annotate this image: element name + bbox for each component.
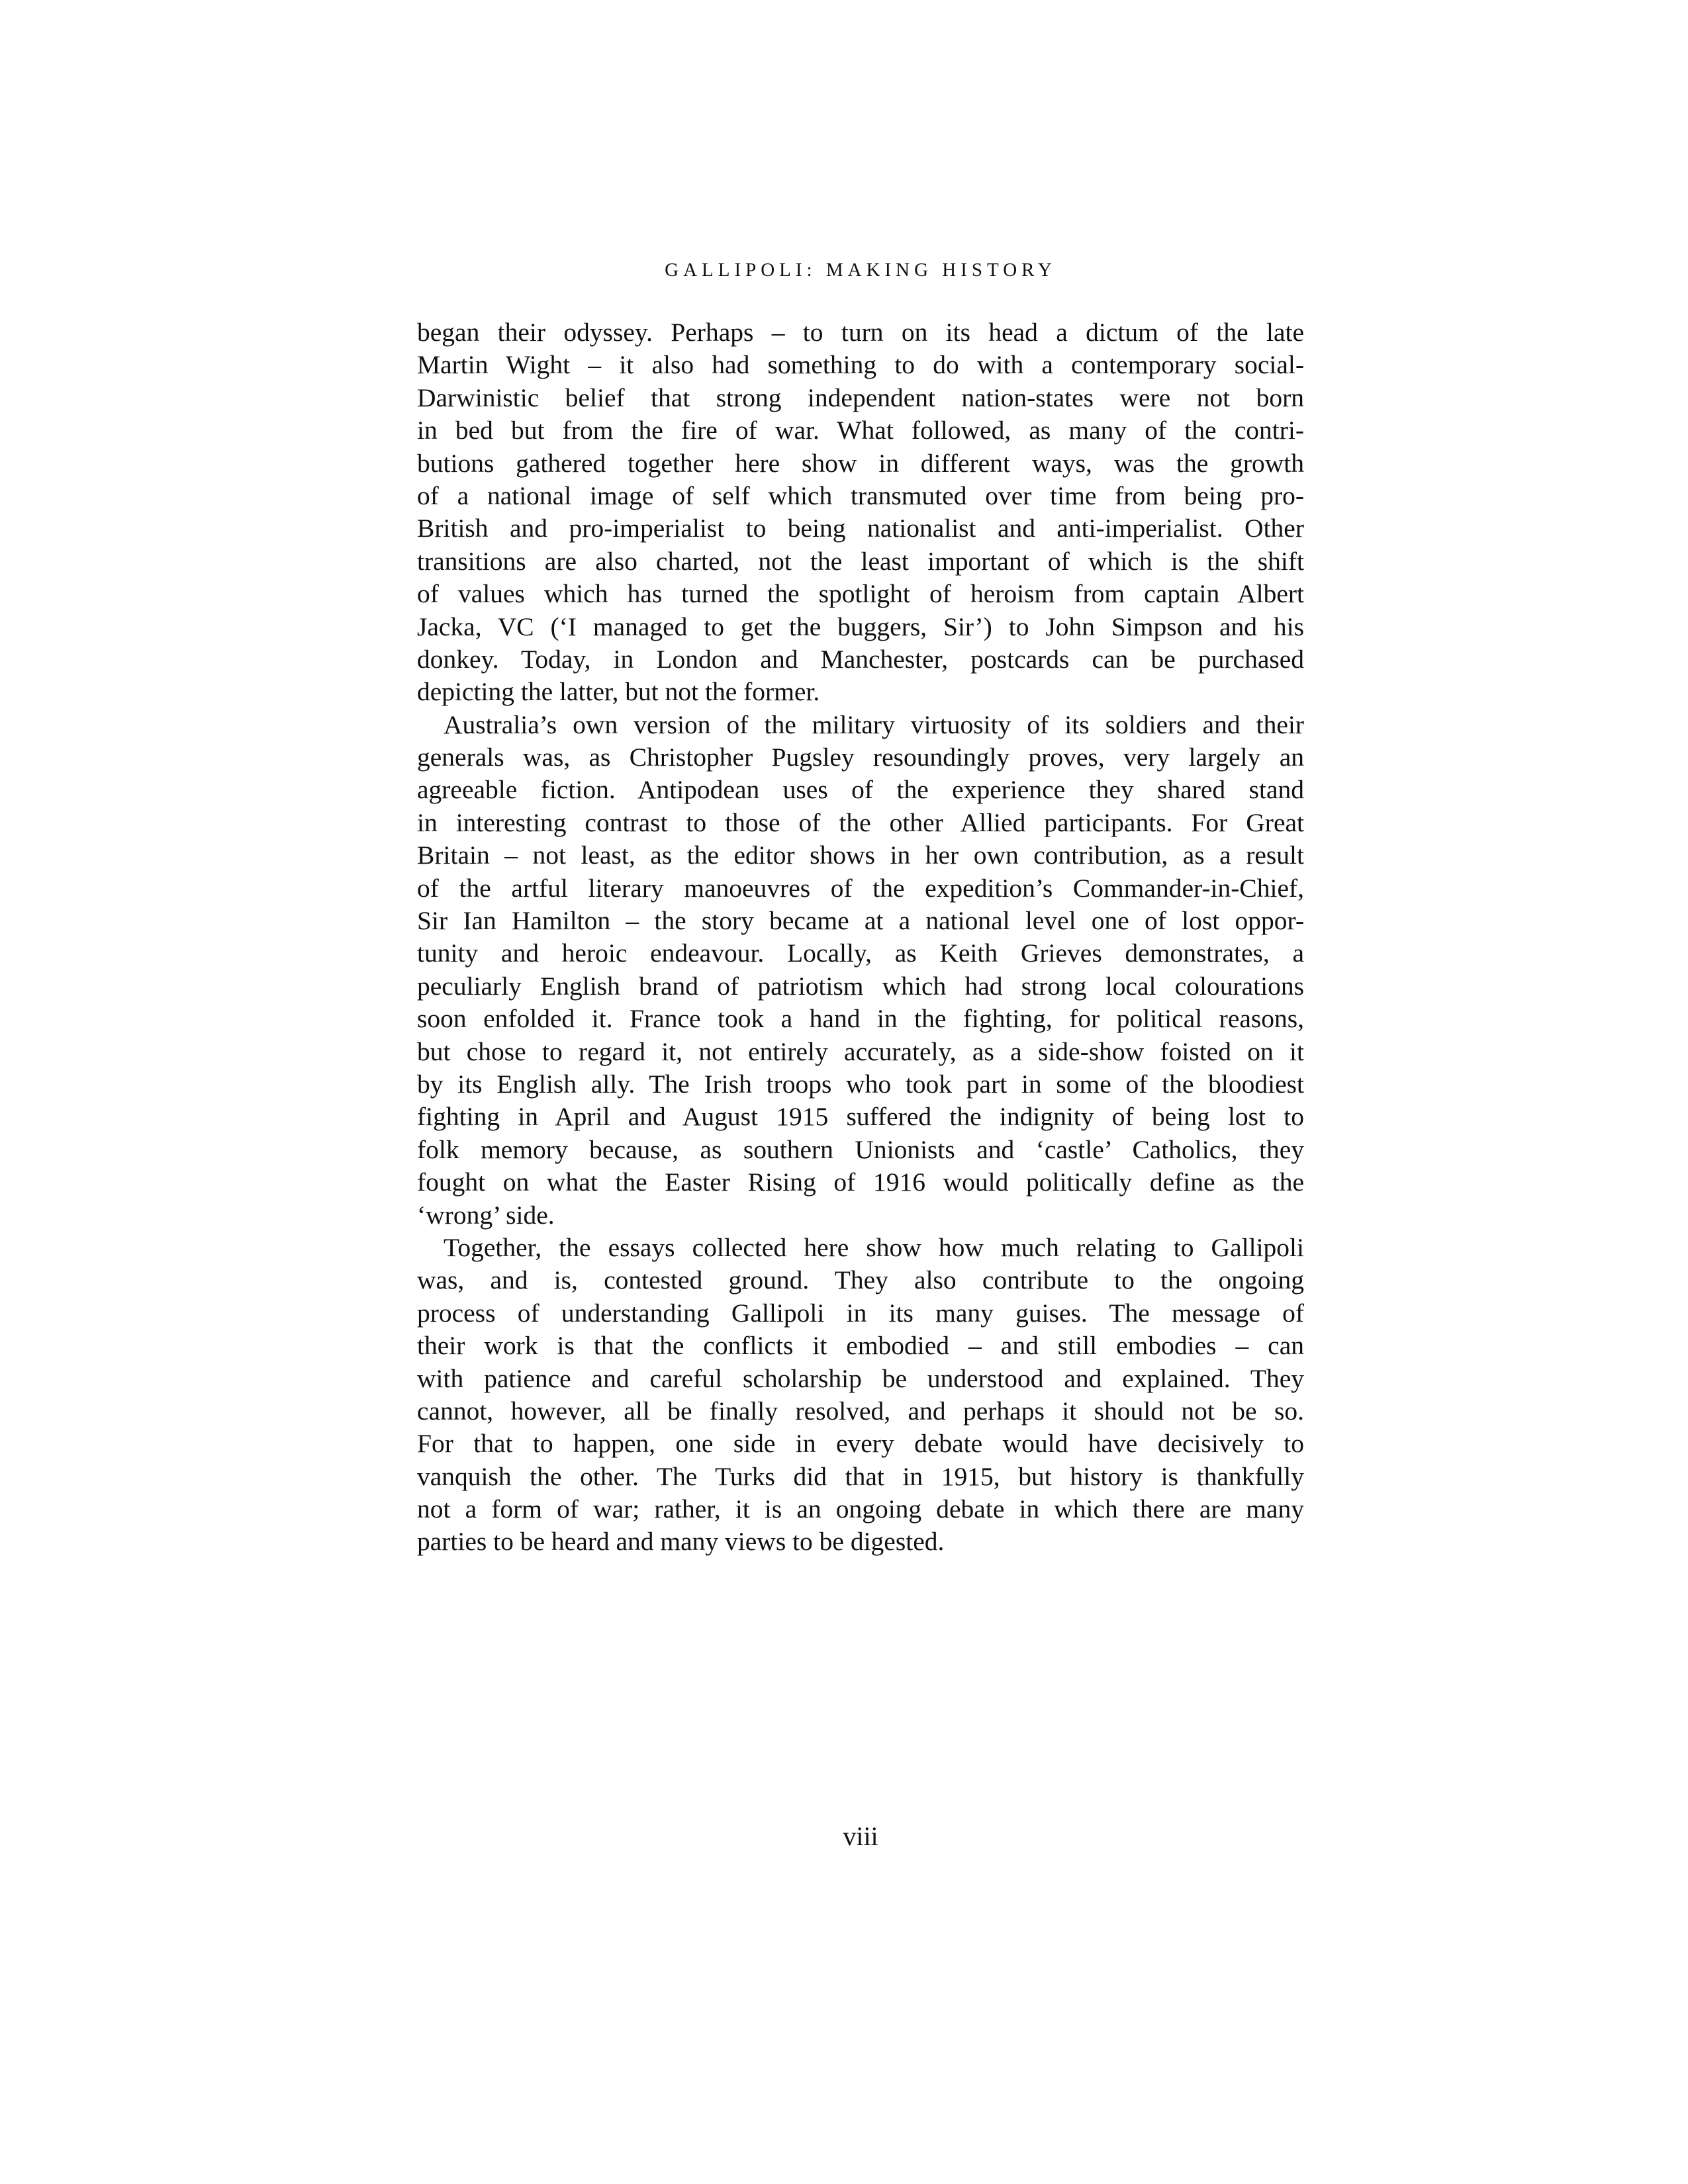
text-line: agreeable fiction. Antipodean uses of the experience they shared stand bbox=[417, 775, 1304, 805]
running-head: GALLIPOLI: MAKING HISTORY bbox=[665, 259, 1056, 281]
text-line: peculiarly English brand of patriotism which had strong local colourations bbox=[417, 971, 1304, 1001]
text-line: Sir Ian Hamilton – the story became at a national level one of lost oppor- bbox=[417, 906, 1304, 936]
text-line: vanquish the other. The Turks did that in 1915, but history is thankfully bbox=[417, 1461, 1304, 1491]
text-line: soon enfolded it. France took a hand in the fighting, for political reasons, bbox=[417, 1004, 1304, 1034]
text-line: butions gathered together here show in different ways, was the growth bbox=[417, 448, 1304, 478]
text-line: in interesting contrast to those of the other Allied participants. For Great bbox=[417, 807, 1304, 837]
text-line: their work is that the conflicts it embodied – and still embodies – can bbox=[417, 1331, 1304, 1361]
text-line: British and pro-imperialist to being nationalist and anti-imperialist. Other bbox=[417, 514, 1304, 543]
page-number: viii bbox=[843, 1821, 878, 1851]
text-line: fighting in April and August 1915 suffered the indignity of being lost to bbox=[417, 1102, 1304, 1132]
text-line: transitions are also charted, not the least important of which is the shift bbox=[417, 546, 1304, 576]
text-line: ‘wrong’ side. bbox=[417, 1200, 555, 1230]
text-line: Darwinistic belief that strong independent nation-states were not born bbox=[417, 383, 1304, 412]
text-line: began their odyssey. Perhaps – to turn on its head a dictum of the late bbox=[417, 318, 1304, 347]
text-line: not a form of war; rather, it is an ongoing debate in which there are many bbox=[417, 1494, 1304, 1524]
text-line: of the artful literary manoeuvres of the expedition’s Commander-in-Chief, bbox=[417, 873, 1304, 903]
text-line: cannot, however, all be finally resolved, and perhaps it should not be so. bbox=[417, 1396, 1304, 1426]
text-line: Martin Wight – it also had something to do with a contemporary social- bbox=[417, 350, 1304, 380]
text-line: of a national image of self which transmuted over time from being pro- bbox=[417, 480, 1304, 510]
text-line: was, and is, contested ground. They also contribute to the ongoing bbox=[417, 1265, 1304, 1295]
text-line: depicting the latter, but not the former. bbox=[417, 677, 820, 707]
text-line: by its English ally. The Irish troops who took part in some of the bloodiest bbox=[417, 1069, 1304, 1099]
text-line: Together, the essays collected here show how much relating to Gallipoli bbox=[444, 1232, 1304, 1262]
text-line: For that to happen, one side in every debate would have decisively to bbox=[417, 1429, 1304, 1459]
text-line: parties to be heard and many views to be digested. bbox=[417, 1527, 945, 1557]
text-line: with patience and careful scholarship be understood and explained. They bbox=[417, 1363, 1304, 1393]
text-line: in bed but from the fire of war. What followed, as many of the contri- bbox=[417, 416, 1304, 445]
text-line: fought on what the Easter Rising of 1916 would politically define as the bbox=[417, 1167, 1304, 1197]
text-line: of values which has turned the spotlight of heroism from captain Albert bbox=[417, 579, 1304, 609]
paragraph-3 bbox=[417, 1232, 1304, 1559]
text-line: donkey. Today, in London and Manchester, postcards can be purchased bbox=[417, 644, 1304, 674]
body-text bbox=[417, 316, 1304, 1559]
text-line: folk memory because, as southern Unionists and ‘castle’ Catholics, they bbox=[417, 1134, 1304, 1164]
paragraph-2 bbox=[417, 709, 1304, 1232]
text-line: process of understanding Gallipoli in its many guises. The message of bbox=[417, 1298, 1304, 1328]
text-line: Australia’s own version of the military virtuosity of its soldiers and their bbox=[444, 709, 1304, 739]
text-line: generals was, as Christopher Pugsley resoundingly proves, very largely an bbox=[417, 743, 1304, 772]
text-line: tunity and heroic endeavour. Locally, as Keith Grieves demonstrates, a bbox=[417, 938, 1304, 968]
text-line: but chose to regard it, not entirely accurately, as a side-show foisted on it bbox=[417, 1036, 1304, 1066]
paragraph-1 bbox=[417, 316, 1304, 709]
text-line: Jacka, VC (‘I managed to get the buggers, Sir’) to John Simpson and his bbox=[417, 612, 1304, 641]
text-line: Britain – not least, as the editor shows in her own contribution, as a result bbox=[417, 841, 1304, 870]
